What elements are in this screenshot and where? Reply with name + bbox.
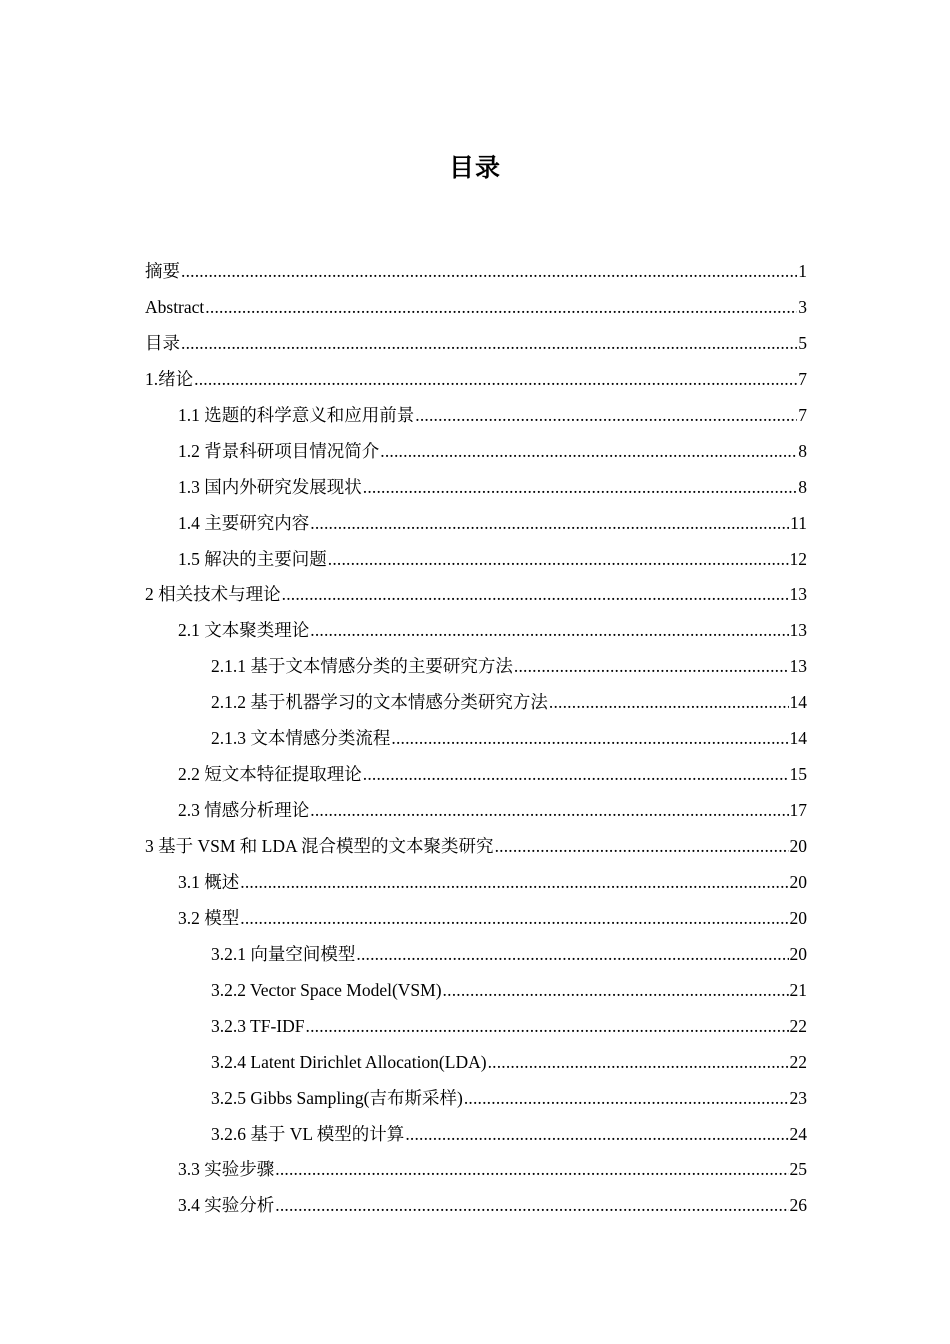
- toc-entry-page-number: 20: [789, 836, 807, 856]
- dot-leader: [306, 1009, 789, 1045]
- toc-entry[interactable]: [145, 434, 807, 470]
- dot-leader: [240, 865, 788, 901]
- toc-entry-page-number: 8: [798, 476, 807, 497]
- toc-entry[interactable]: [145, 290, 807, 326]
- toc-entry[interactable]: [145, 685, 807, 721]
- toc-entry-label: 3 基于 VSM 和 LDA 混合模型的文本聚类研究: [145, 836, 494, 856]
- dot-leader: [464, 1081, 789, 1117]
- toc-entry[interactable]: [145, 470, 807, 506]
- toc-entry-page-number: 13: [789, 584, 807, 605]
- toc-entry-page-number: 17: [789, 800, 807, 821]
- toc-entry-label: 2.1 文本聚类理论: [178, 620, 310, 641]
- dot-leader: [310, 506, 789, 542]
- dot-leader: [181, 254, 797, 290]
- dot-leader: [328, 542, 789, 578]
- toc-entry-page-number: 23: [789, 1087, 807, 1108]
- toc-entry[interactable]: [145, 1081, 807, 1117]
- toc-entry-page-number: 8: [798, 440, 807, 461]
- dot-leader: [310, 793, 788, 829]
- toc-entry-label: 1.1 选题的科学意义和应用前景: [178, 404, 415, 425]
- toc-entry-page-number: 13: [789, 656, 807, 677]
- toc-entry-page-number: 21: [789, 979, 807, 1000]
- toc-entry-page-number: 11: [790, 512, 807, 533]
- table-of-contents: [145, 254, 807, 1224]
- toc-entry-page-number: 24: [789, 1123, 807, 1144]
- toc-entry-label: 1.5 解决的主要问题: [178, 548, 327, 569]
- toc-entry[interactable]: [145, 793, 807, 829]
- toc-entry[interactable]: [145, 326, 807, 362]
- toc-entry-page-number: 25: [789, 1159, 807, 1180]
- toc-entry[interactable]: [145, 542, 807, 578]
- toc-entry-label: 目录: [145, 332, 180, 353]
- toc-entry-label: 3.2.4 Latent Dirichlet Allocation(LDA): [211, 1051, 487, 1072]
- toc-entry-label: 2.1.3 文本情感分类流程: [211, 728, 391, 749]
- toc-entry[interactable]: [145, 757, 807, 793]
- toc-entry-page-number: 20: [789, 907, 807, 928]
- toc-entry-label: Abstract: [145, 296, 205, 317]
- dot-leader: [275, 1188, 788, 1224]
- toc-entry-label: 2.1.1 基于文本情感分类的主要研究方法: [211, 656, 513, 677]
- toc-entry-label: 2 相关技术与理论: [145, 584, 281, 605]
- toc-entry-page-number: 20: [789, 871, 807, 892]
- toc-entry[interactable]: [145, 1009, 807, 1045]
- toc-entry-page-number: 22: [789, 1051, 807, 1072]
- toc-entry-label: 3.1 概述: [178, 871, 240, 892]
- dot-leader: [549, 685, 789, 721]
- toc-entry[interactable]: [145, 829, 807, 865]
- toc-entry-label: 2.2 短文本特征提取理论: [178, 764, 362, 785]
- page-title: 目录: [448, 155, 501, 182]
- toc-entry-label: 3.2.6 基于 VL 模型的计算: [211, 1123, 405, 1144]
- toc-entry-label: 3.4 实验分析: [178, 1195, 275, 1216]
- toc-entry-page-number: 12: [789, 548, 807, 569]
- toc-entry[interactable]: [145, 1117, 807, 1153]
- toc-entry[interactable]: [145, 1045, 807, 1081]
- dot-leader: [514, 649, 789, 685]
- toc-entry-label: 2.1.2 基于机器学习的文本情感分类研究方法: [211, 692, 548, 713]
- toc-entry-page-number: 13: [789, 620, 807, 641]
- toc-entry-label: 3.2.5 Gibbs Sampling(吉布斯采样): [211, 1087, 463, 1108]
- dot-leader: [282, 577, 789, 613]
- dot-leader: [310, 613, 788, 649]
- toc-entry-label: 1.3 国内外研究发展现状: [178, 476, 362, 497]
- toc-entry-page-number: 20: [789, 943, 807, 964]
- toc-entry-label: 摘要: [145, 261, 180, 281]
- dot-leader: [356, 937, 788, 973]
- toc-entry[interactable]: [145, 254, 807, 290]
- toc-entry-label: 3.3 实验步骤: [178, 1159, 275, 1180]
- toc-entry[interactable]: [145, 506, 807, 542]
- dot-leader: [194, 362, 797, 398]
- toc-entry-page-number: 1: [798, 261, 807, 281]
- toc-entry[interactable]: [145, 901, 807, 937]
- toc-entry[interactable]: [145, 1188, 807, 1224]
- dot-leader: [415, 398, 797, 434]
- toc-entry-label: 2.3 情感分析理论: [178, 800, 310, 821]
- toc-entry[interactable]: [145, 398, 807, 434]
- toc-entry[interactable]: [145, 362, 807, 398]
- toc-entry-label: 3.2.3 TF-IDF: [211, 1015, 305, 1036]
- toc-entry-page-number: 15: [789, 764, 807, 785]
- toc-entry-page-number: 7: [798, 404, 807, 425]
- dot-leader: [240, 901, 788, 937]
- dot-leader: [363, 470, 798, 506]
- dot-leader: [275, 1152, 788, 1188]
- toc-entry-page-number: 7: [798, 368, 807, 389]
- toc-entry[interactable]: [145, 577, 807, 613]
- toc-entry-page-number: 26: [789, 1195, 807, 1216]
- dot-leader: [443, 973, 789, 1009]
- toc-entry[interactable]: [145, 613, 807, 649]
- dot-leader: [488, 1045, 789, 1081]
- toc-entry-page-number: 22: [789, 1015, 807, 1036]
- toc-entry[interactable]: [145, 1152, 807, 1188]
- dot-leader: [363, 757, 789, 793]
- dot-leader: [495, 829, 789, 865]
- toc-entry-label: 1.4 主要研究内容: [178, 512, 310, 533]
- toc-entry-label: 3.2.2 Vector Space Model(VSM): [211, 979, 442, 1000]
- toc-entry[interactable]: [145, 649, 807, 685]
- toc-entry-page-number: 14: [789, 692, 807, 713]
- toc-entry-label: 3.2 模型: [178, 907, 240, 928]
- dot-leader: [391, 721, 788, 757]
- toc-entry-page-number: 5: [798, 332, 807, 353]
- toc-entry-label: 1.绪论: [145, 368, 194, 389]
- toc-entry[interactable]: [145, 721, 807, 757]
- dot-leader: [181, 326, 797, 362]
- toc-entry-label: 1.2 背景科研项目情况简介: [178, 440, 380, 461]
- toc-entry-page-number: 14: [789, 728, 807, 749]
- dot-leader: [405, 1117, 788, 1153]
- toc-entry-label: 3.2.1 向量空间模型: [211, 943, 356, 964]
- dot-leader: [380, 434, 797, 470]
- toc-entry-page-number: 3: [798, 296, 807, 317]
- toc-entry[interactable]: [145, 973, 807, 1009]
- toc-entry[interactable]: [145, 937, 807, 973]
- dot-leader: [205, 290, 797, 326]
- toc-entry[interactable]: [145, 865, 807, 901]
